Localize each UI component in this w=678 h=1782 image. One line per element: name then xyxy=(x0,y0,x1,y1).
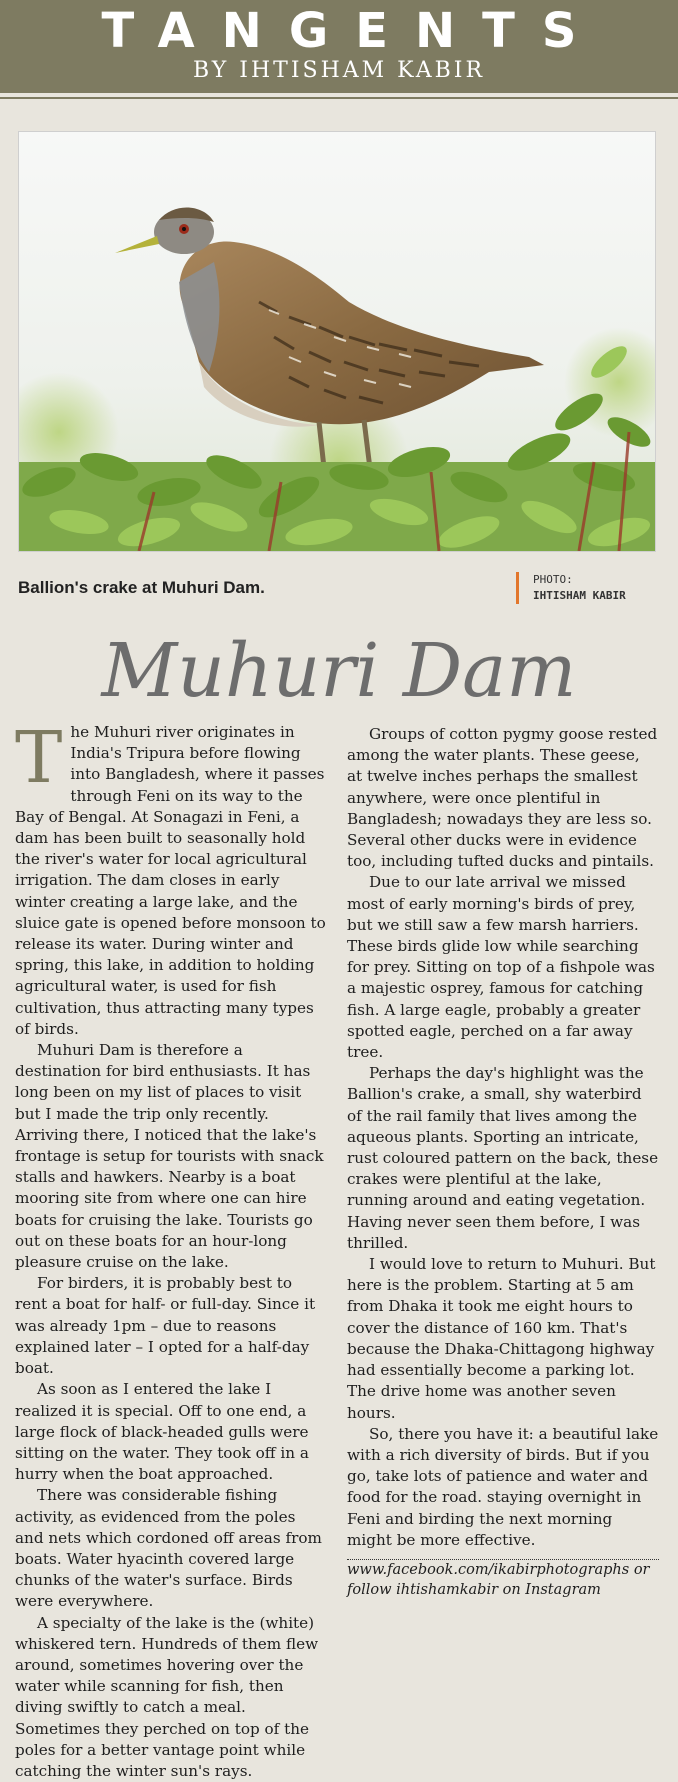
masthead-rule xyxy=(0,97,678,99)
article-paragraph-11: So, there you have it: a beautiful lake with a rich diversity of birds. But if you go, take lots of patience and water and food for the road. staying overnight in Feni and birding the next morning might be more effective. xyxy=(347,1424,659,1549)
article-paragraph-8: Due to our late arrival we missed most of early morning's birds of prey, but we still saw a few marsh harriers. These birds glide low while searching for prey. Sitting on top of a fishpole was a majestic osprey, famous for catching fish. A large eagle, probably a greater spotted eagle, perched on a far away tree. xyxy=(347,873,655,1062)
drop-cap: T xyxy=(15,716,63,799)
masthead xyxy=(0,0,678,93)
article-paragraph-1 xyxy=(15,716,327,1040)
photo-credit xyxy=(516,572,626,604)
photo-credit-name: IHTISHAM KABIR xyxy=(533,589,626,602)
article-column-left xyxy=(15,716,327,1782)
section-title: TANGENTS xyxy=(101,3,604,59)
article-paragraph-4: As soon as I entered the lake I realized it is special. Off to one end, a large flock of black-headed gulls were sitting on the water. They took off in a hurry when the boat approached. xyxy=(15,1380,309,1484)
photo-credit-label: PHOTO: xyxy=(533,573,573,586)
article-paragraph-2: Muhuri Dam is therefore a destination for bird enthusiasts. It has long been on my list of places to visit but I made the trip only recently. Arriving there, I noticed that the lake's frontage is setup for tourists with snack stalls and hawkers. Nearby is a boat mooring site from where one can hire boats for cruising the lake. Tourists go out on these boats for an hour-long pleasure cruise on the lake. xyxy=(15,1041,324,1272)
byline: BY IHTISHAM KABIR xyxy=(192,58,486,83)
article-paragraph-6: A specialty of the lake is the (white) whiskered tern. Hundreds of them flew around, sometimes hovering over the water while scanning for fish, then diving swiftly to catch a meal. Sometimes they perched on top of the poles for a better vantage point while catching the winter sun's rays. xyxy=(15,1613,319,1780)
article-paragraph-9: Perhaps the day's highlight was the Ballion's crake, a small, shy waterbird of the rail family that lives among the aqueous plants. Sporting an intricate, rust coloured pattern on the back, these crakes were plentiful at the lake, running around and eating vegetation. Having never seen them before, I was thrilled. xyxy=(347,1064,659,1252)
article-paragraph-5: There was considerable fishing activity, as evidenced from the poles and nets which cordoned off areas from boats. Water hyacinth covered large chunks of the water's surface. Birds were everywhere. xyxy=(15,1486,322,1611)
article-headline: Muhuri Dam xyxy=(101,628,577,714)
photo-caption: Ballion's crake at Muhuri Dam. xyxy=(18,578,265,597)
social-footer: www.facebook.com/ikabirphotographs or follow ihtishamkabir on Instagram xyxy=(347,1561,650,1598)
article-paragraph-10: I would love to return to Muhuri. But here is the problem. Starting at 5 am from Dhaka it took me eight hours to cover the distance of 160 km. That's because the Dhaka-Chittagong highway had essentially become a parking lot. The drive home was another seven hours. xyxy=(347,1255,656,1422)
article-paragraph-1-text: he Muhuri river originates in India's Tripura before flowing into Bangladesh, where it passes through Feni on its way to the Bay of Bengal. At Sonagazi in Feni, a dam has been built to seasonally hold the river's water for local agricultural irrigation. The dam closes in early winter creating a large lake, and the sluice gate is opened before monsoon to release its water. During winter and spring, this lake, in addition to holding agricultural water, is used for fish cultivation, thus attracting many types of birds. xyxy=(15,723,326,1038)
article-column-right xyxy=(347,724,659,1600)
article-paragraph-3: For birders, it is probably best to rent a boat for half- or full-day. Since it was already 1pm – due to reasons explained later – I opted for a half-day boat. xyxy=(15,1274,316,1378)
bird-photo xyxy=(18,131,656,552)
article-paragraph-7: Groups of cotton pygmy goose rested among the water plants. These geese, at twelve inches perhaps the smallest anywhere, were once plentiful in Bangladesh; nowadays they are less so. Several other ducks were in evidence too, including tufted ducks and pintails. xyxy=(347,725,658,871)
